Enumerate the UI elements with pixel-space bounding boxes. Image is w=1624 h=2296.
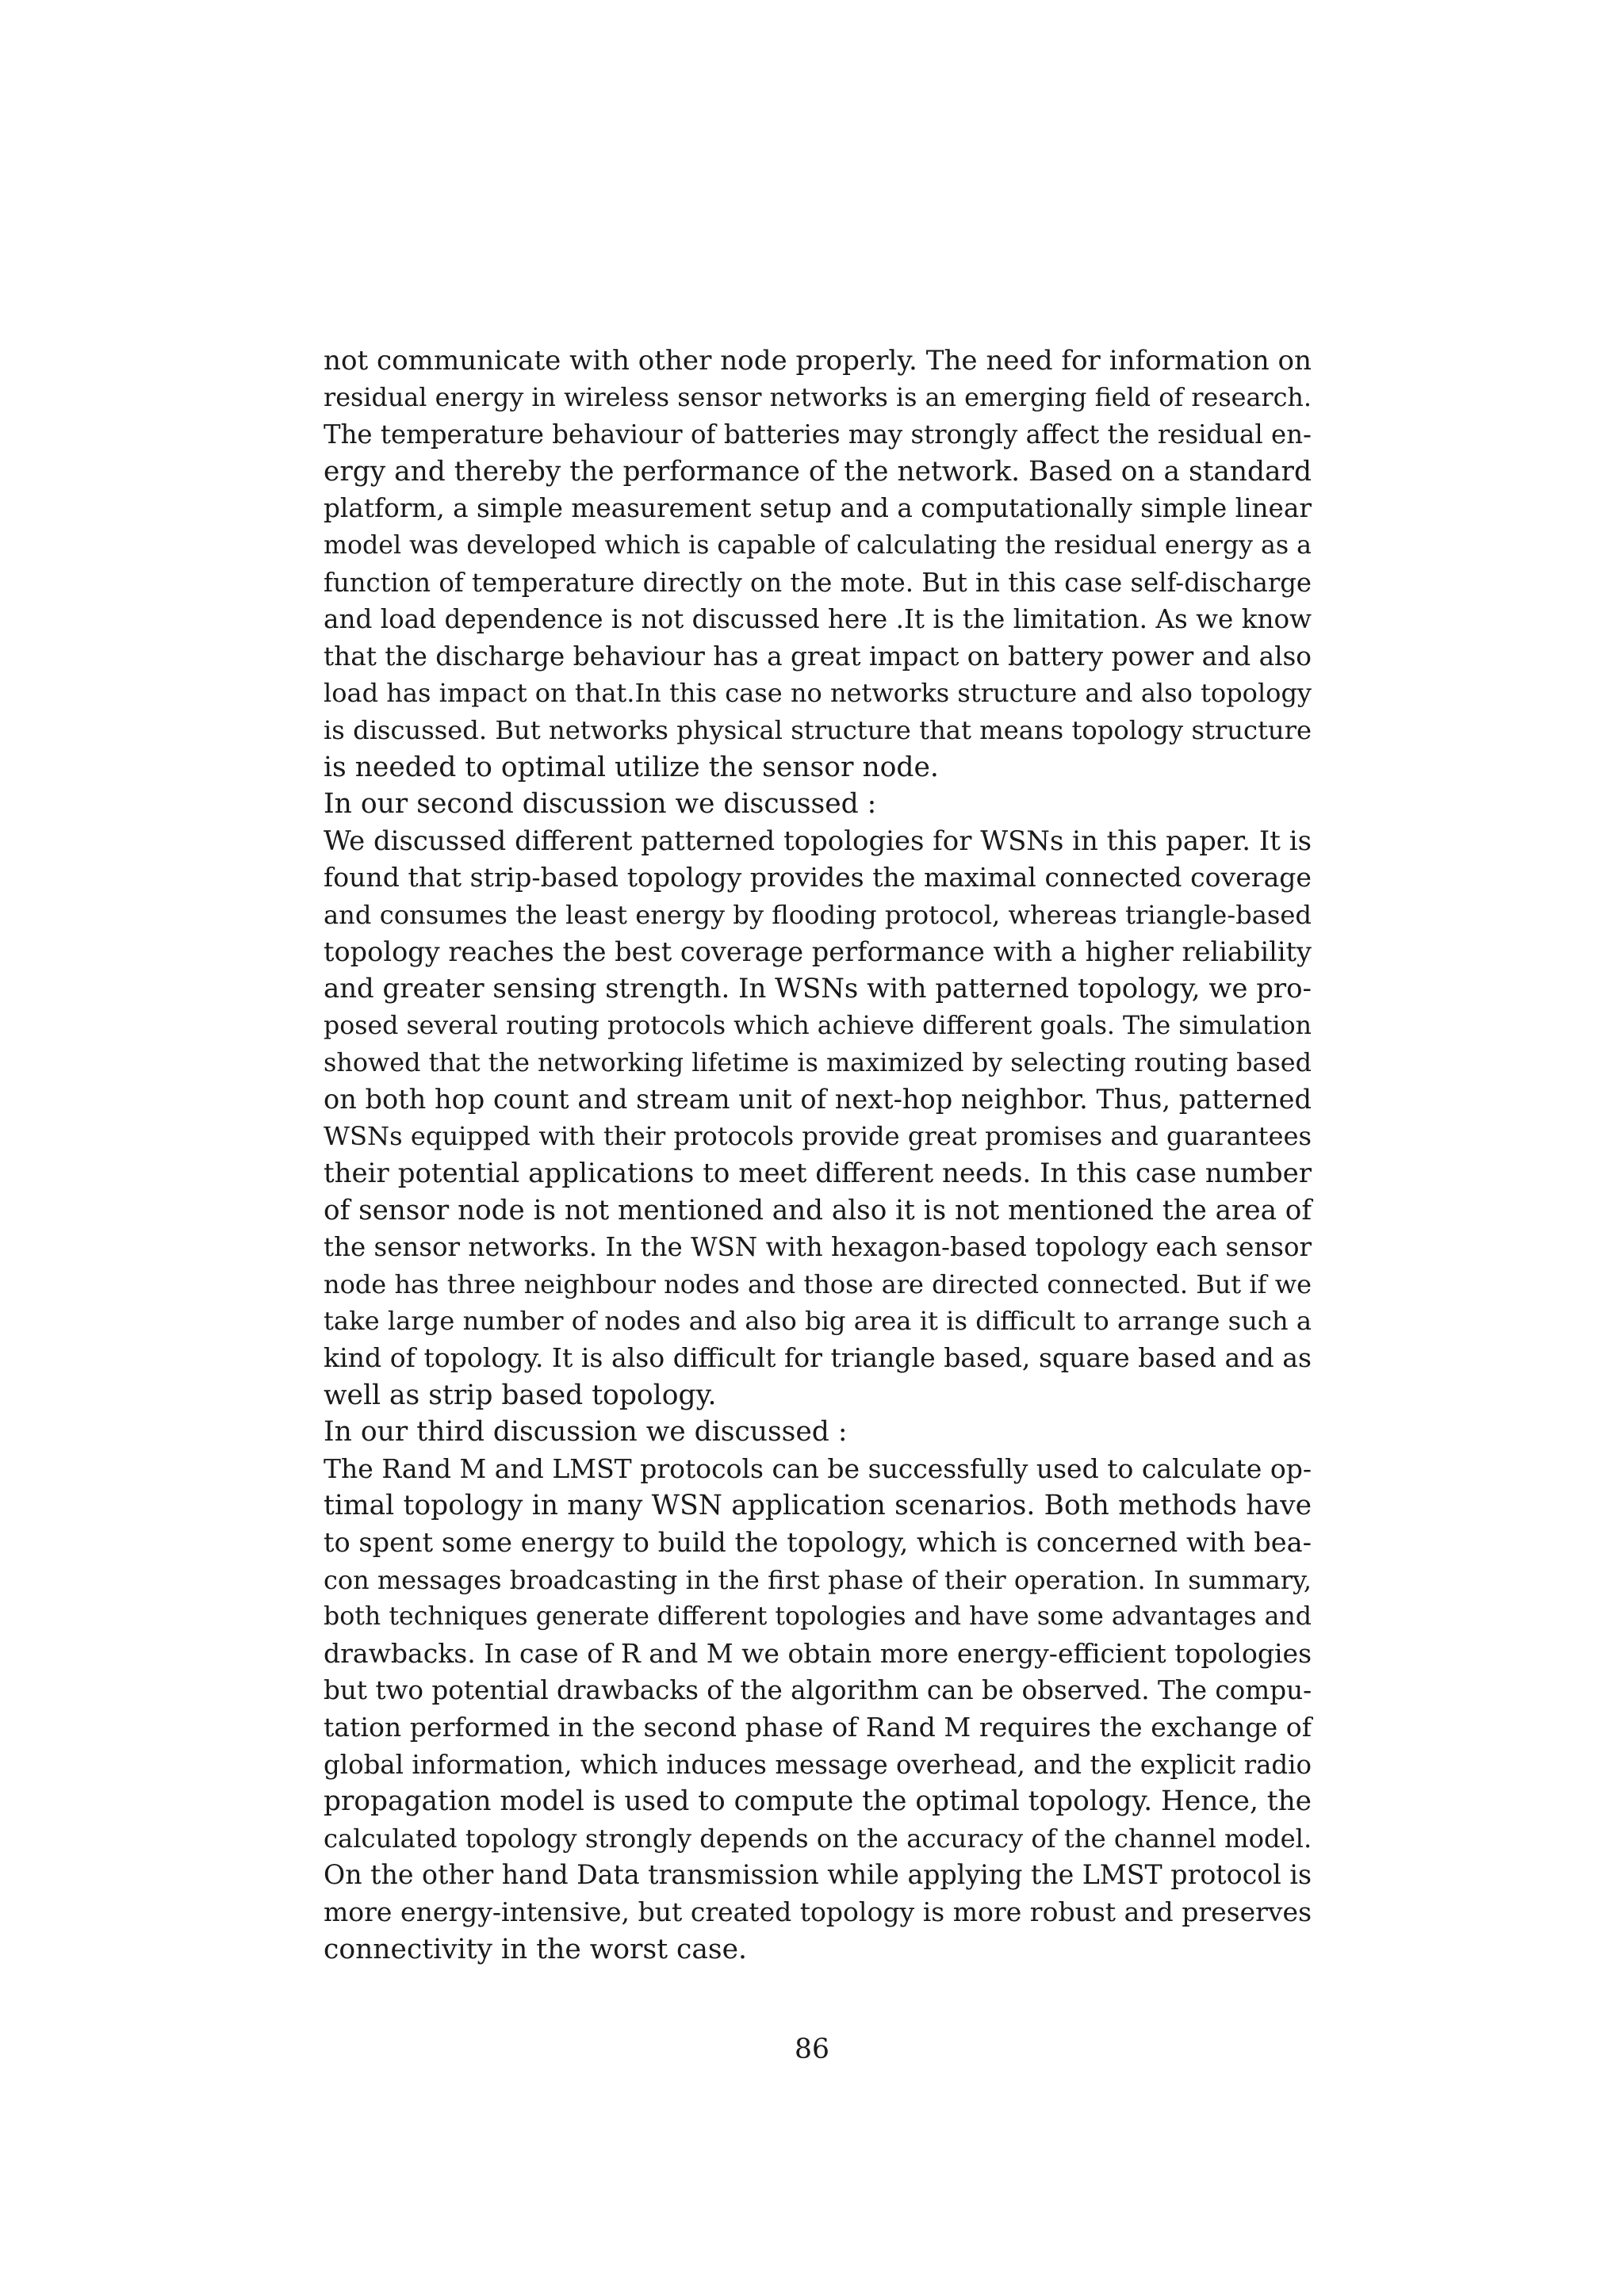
text-line: and greater sensing strength. In WSNs with patterned topology, we pro- [324,973,1312,1004]
text-line: ergy and thereby the performance of the network. Based on a standard [324,455,1312,488]
text-line: to spent some energy to build the topology, which is concerned with bea- [324,1527,1312,1558]
text-line: platform, a simple measurement setup and a computationally simple linear [324,493,1312,524]
text-line: tation performed in the second phase of Rand M requires the exchange of [324,1711,1312,1743]
text-line: topology reaches the best coverage performance with a higher reliability [324,936,1312,967]
text-line: posed several routing protocols which achieve different goals. The simulation [324,1011,1312,1040]
text-line: global information, which induces message overhead, and the explicit radio [324,1749,1312,1780]
text-line: propagation model is used to compute the optimal topology. Hence, the [324,1785,1312,1818]
text-line: and load dependence is not discussed here .It is the limitation. As we know [324,604,1312,635]
text-line: and consumes the least energy by flooding protocol, whereas triangle-based [324,899,1312,930]
text-line: connectivity in the worst case. [324,1933,748,1965]
text-line: In our second discussion we discussed : [324,788,877,821]
text-line: is needed to optimal utilize the sensor node. [324,751,939,783]
text-line: We discussed different patterned topologies for WSNs in this paper. It is [324,825,1312,856]
text-line: well as strip based topology. [324,1379,717,1411]
text-line: of sensor node is not mentioned and also it is not mentioned the area of [324,1194,1312,1226]
text-line: residual energy in wireless sensor networks is an emerging field of research. [324,382,1312,412]
text-line: both techniques generate different topologies and have some advantages and [324,1602,1312,1632]
text-line: model was developed which is capable of calculating the residual energy as a [324,530,1312,560]
text-line: kind of topology. It is also difficult for triangle based, square based and as [324,1342,1312,1374]
text-line: node has three neighbour nodes and those are directed connected. But if we [324,1269,1312,1299]
text-line: timal topology in many WSN application scenarios. Both methods have [324,1490,1312,1522]
text-line: con messages broadcasting in the first phase of their operation. In summary, [324,1564,1312,1595]
text-line: showed that the networking lifetime is maximized by selecting routing based [324,1047,1312,1078]
text-line: on both hop count and stream unit of next-hop neighbor. Thus, patterned [324,1083,1312,1115]
text-line: but two potential drawbacks of the algorithm can be observed. The compu- [324,1675,1312,1706]
text-line: that the discharge behaviour has a great impact on battery power and also [324,641,1312,672]
text-line: WSNs equipped with their protocols provide great promises and guarantees [324,1121,1312,1152]
text-line: load has impact on that.In this case no networks structure and also topology [324,678,1312,709]
text-line: not communicate with other node properly. The need for information on [324,345,1312,377]
page-number: 86 [795,2034,829,2065]
text-line: In our third discussion we discussed : [324,1416,848,1448]
text-line: The Rand M and LMST protocols can be successfully used to calculate op- [324,1452,1312,1484]
text-line: more energy-intensive, but created topology is more robust and preserves [324,1896,1312,1927]
body-text [324,342,1312,1968]
text-line: take large number of nodes and also big area it is difficult to arrange such a [324,1306,1312,1337]
text-line: drawbacks. In case of R and M we obtain more energy-efficient topologies [324,1637,1312,1669]
text-line: On the other hand Data transmission while applying the LMST protocol is [324,1859,1312,1891]
text-line: found that strip-based topology provides the maximal connected coverage [324,862,1312,894]
text-line: function of temperature directly on the mote. But in this case self-discharge [324,567,1312,598]
text-line: calculated topology strongly depends on the accuracy of the channel model. [324,1823,1312,1854]
text-line: The temperature behaviour of batteries may strongly affect the residual en- [324,419,1312,450]
text-line: their potential applications to meet different needs. In this case number [324,1158,1312,1190]
text-line: is discussed. But networks physical structure that means topology structure [324,714,1312,745]
text-line: the sensor networks. In the WSN with hexagon-based topology each sensor [324,1232,1312,1263]
